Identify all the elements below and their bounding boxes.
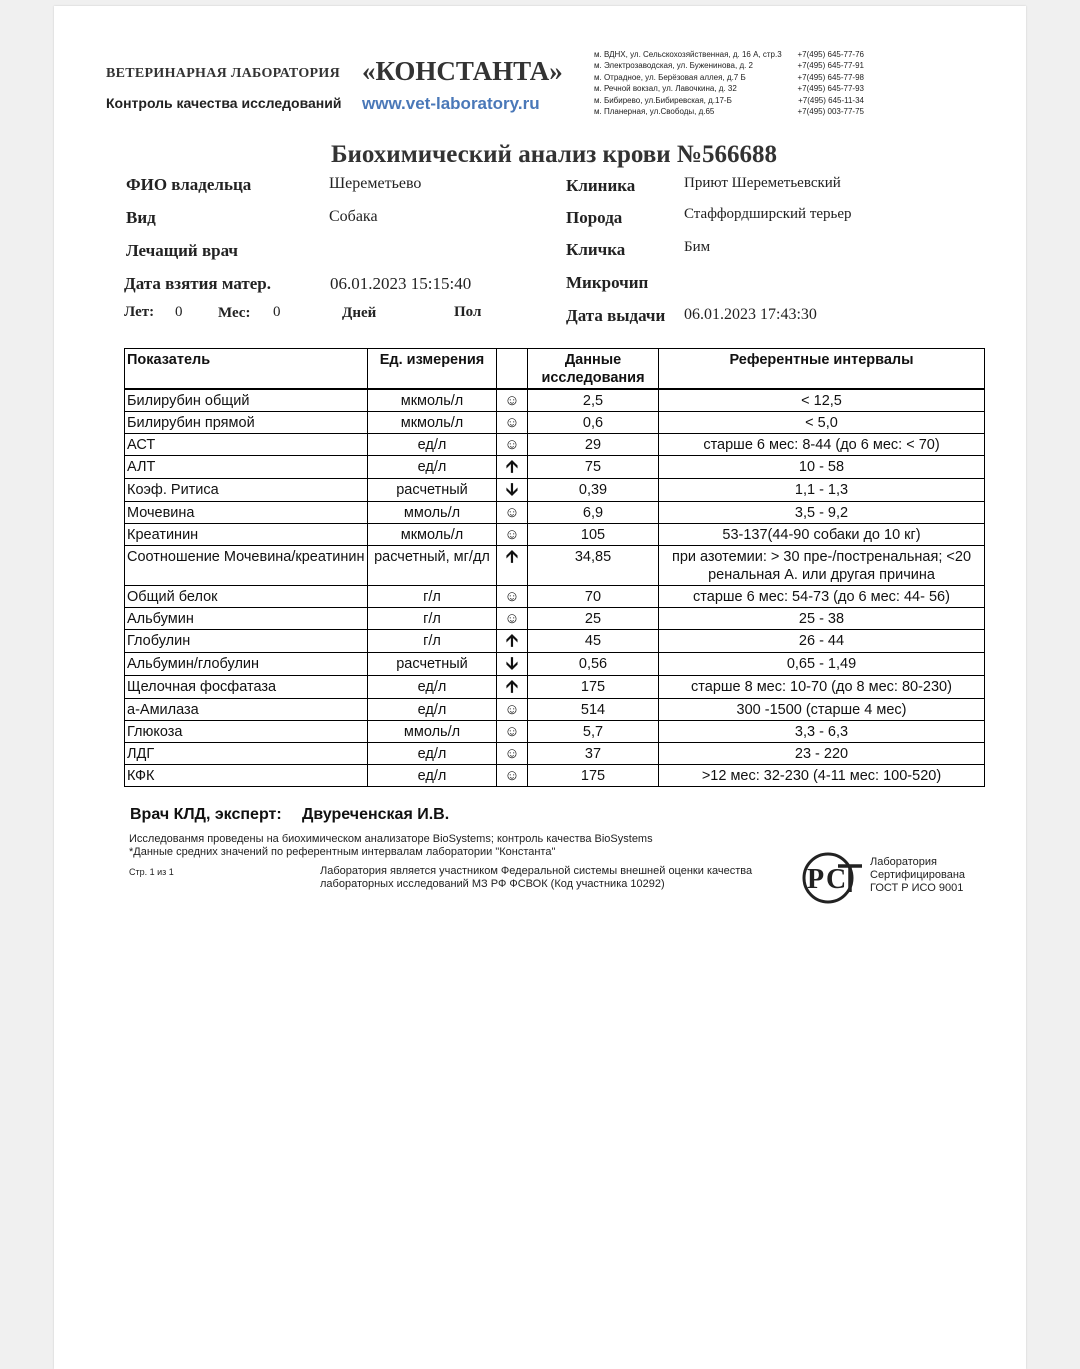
- header-flag: [497, 349, 528, 390]
- arrow-up-icon: 🡩: [505, 631, 519, 650]
- indicator-cell: Глюкоза: [125, 721, 368, 743]
- result-cell: 45: [528, 630, 659, 653]
- flag-cell: [497, 765, 528, 787]
- nickname-value: Бим: [684, 239, 711, 255]
- address-row: м. Планерная, ул.Свободы, д.65 +7(495) 003-77-75: [594, 107, 864, 117]
- indicator-cell: Коэф. Ритиса: [125, 479, 368, 502]
- flag-cell: [497, 721, 528, 743]
- report-page: [54, 6, 1026, 1369]
- reference-cell: 0,65 - 1,49: [659, 653, 985, 676]
- flag-cell: [497, 586, 528, 608]
- reference-cell: старше 6 мес: 8-44 (до 6 мес: < 70): [659, 434, 985, 456]
- results-table: [124, 348, 985, 787]
- table-row: [125, 456, 985, 479]
- smiley-icon: ☺: [504, 588, 520, 605]
- reference-cell: 53-137(44-90 собаки до 10 кг): [659, 524, 985, 546]
- results-body: [125, 389, 985, 787]
- unit-cell: ммоль/л: [368, 502, 497, 524]
- result-cell: 37: [528, 743, 659, 765]
- svg-text:С: С: [826, 864, 847, 895]
- result-cell: 105: [528, 524, 659, 546]
- certification-text: [870, 856, 965, 895]
- smiley-icon: ☺: [504, 723, 520, 740]
- arrow-up-icon: 🡩: [505, 457, 519, 476]
- indicator-cell: Креатинин: [125, 524, 368, 546]
- smiley-icon: ☺: [504, 392, 520, 409]
- header-reference: Референтные интервалы: [659, 349, 985, 390]
- flag-cell: [497, 546, 528, 586]
- address-row: м. Отрадное, ул. Берёзовая аллея, д.7 Б +7(495) 645-77-98: [594, 72, 864, 82]
- address-row: м. ВДНХ, ул. Сельскохозяйственная, д. 16 А, стр.3 +7(495) 645-77-76: [594, 50, 864, 59]
- result-cell: 6,9: [528, 502, 659, 524]
- years-label: Лет:: [124, 304, 155, 320]
- table-row: [125, 765, 985, 787]
- unit-cell: ед/л: [368, 765, 497, 787]
- header-indicator: Показатель: [125, 349, 368, 390]
- indicator-cell: АСТ: [125, 434, 368, 456]
- owner-label: ФИО владельца: [126, 175, 252, 194]
- smiley-icon: ☺: [504, 504, 520, 521]
- issue-date-value: 06.01.2023 17:43:30: [684, 306, 817, 323]
- reference-cell: старше 6 мес: 54-73 (до 6 мес: 44- 56): [659, 586, 985, 608]
- indicator-cell: Щелочная фосфатаза: [125, 676, 368, 699]
- reference-cell: старше 8 мес: 10-70 (до 8 мес: 80-230): [659, 676, 985, 699]
- table-row: [125, 699, 985, 721]
- lab-brand: «КОНСТАНТА»: [362, 56, 563, 86]
- expert-label: Врач КЛД, эксперт:: [130, 806, 282, 823]
- reference-cell: 3,5 - 9,2: [659, 502, 985, 524]
- unit-cell: ммоль/л: [368, 721, 497, 743]
- reference-cell: >12 мес: 32-230 (4-11 мес: 100-520): [659, 765, 985, 787]
- flag-cell: [497, 479, 528, 502]
- years-value: 0: [175, 304, 183, 320]
- smiley-icon: ☺: [504, 745, 520, 762]
- reference-cell: 300 -1500 (старше 4 мес): [659, 699, 985, 721]
- flag-cell: [497, 412, 528, 434]
- address-row: м. Речной вокзал, ул. Лавочкина, д. 32 +7(495) 645-77-93: [594, 84, 864, 94]
- unit-cell: расчетный: [368, 479, 497, 502]
- indicator-cell: Билирубин общий: [125, 389, 368, 412]
- days-label: Дней: [342, 305, 377, 321]
- rst-certification-icon: [802, 852, 864, 904]
- indicator-cell: Глобулин: [125, 630, 368, 653]
- cert-line: Лаборатория: [870, 856, 937, 868]
- lab-subtitle: Контроль качества исследований: [106, 95, 342, 111]
- reference-cell: 3,3 - 6,3: [659, 721, 985, 743]
- reference-cell: < 5,0: [659, 412, 985, 434]
- smiley-icon: ☺: [504, 610, 520, 627]
- nickname-label: Кличка: [566, 240, 626, 259]
- result-cell: 0,39: [528, 479, 659, 502]
- reference-cell: 1,1 - 1,3: [659, 479, 985, 502]
- smiley-icon: ☺: [504, 414, 520, 431]
- table-row: [125, 479, 985, 502]
- result-cell: 70: [528, 586, 659, 608]
- sex-label: Пол: [454, 304, 482, 320]
- result-cell: 34,85: [528, 546, 659, 586]
- indicator-cell: а-Амилаза: [125, 699, 368, 721]
- result-cell: 514: [528, 699, 659, 721]
- flag-cell: [497, 434, 528, 456]
- result-cell: 5,7: [528, 721, 659, 743]
- months-label: Мес:: [218, 305, 251, 321]
- flag-cell: [497, 608, 528, 630]
- note-line: лабораторных исследований МЗ РФ ФСВОК (Код участника 10292): [320, 878, 665, 890]
- header-unit: Ед. измерения: [368, 349, 497, 390]
- table-row: [125, 630, 985, 653]
- svg-text:Р: Р: [807, 864, 825, 895]
- address-list: [594, 49, 864, 117]
- table-header-row: [125, 349, 985, 390]
- flag-cell: [497, 502, 528, 524]
- unit-cell: мкмоль/л: [368, 524, 497, 546]
- indicator-cell: ЛДГ: [125, 743, 368, 765]
- unit-cell: ед/л: [368, 699, 497, 721]
- unit-cell: расчетный, мг/дл: [368, 546, 497, 586]
- smiley-icon: ☺: [504, 436, 520, 453]
- clinic-value: Приют Шереметьевский: [684, 175, 841, 191]
- indicator-cell: Альбумин: [125, 608, 368, 630]
- smiley-icon: ☺: [504, 526, 520, 543]
- table-row: [125, 608, 985, 630]
- page-number: Стр. 1 из 1: [129, 867, 174, 877]
- indicator-cell: Билирубин прямой: [125, 412, 368, 434]
- table-row: [125, 434, 985, 456]
- note-line: Лаборатория является участником Федеральной системы внешней оценки качества: [320, 865, 753, 877]
- report-title: Биохимический анализ крови №566688: [330, 141, 778, 168]
- cert-line: Сертифицирована: [870, 869, 966, 881]
- smiley-icon: ☺: [504, 767, 520, 784]
- arrow-up-icon: 🡩: [505, 547, 519, 566]
- indicator-cell: Общий белок: [125, 586, 368, 608]
- reference-cell: при азотемии: > 30 пре-/постренальная; <20 ренальная А. или другая причина: [659, 546, 985, 586]
- result-cell: 25: [528, 608, 659, 630]
- table-row: [125, 546, 985, 586]
- unit-cell: г/л: [368, 586, 497, 608]
- arrow-up-icon: 🡩: [505, 677, 519, 696]
- unit-cell: ед/л: [368, 743, 497, 765]
- unit-cell: ед/л: [368, 456, 497, 479]
- header-result: Данные исследования: [528, 349, 659, 390]
- table-row: [125, 389, 985, 412]
- note-line: *Данные средних значений по референтным интервалам лаборатории "Константа": [129, 846, 556, 858]
- result-cell: 29: [528, 434, 659, 456]
- unit-cell: мкмоль/л: [368, 412, 497, 434]
- reference-cell: 23 - 220: [659, 743, 985, 765]
- months-value: 0: [273, 304, 281, 320]
- unit-cell: г/л: [368, 630, 497, 653]
- clinic-label: Клиника: [566, 176, 636, 195]
- breed-label: Порода: [566, 208, 623, 227]
- unit-cell: ед/л: [368, 676, 497, 699]
- species-label: Вид: [126, 208, 156, 227]
- lab-website[interactable]: www.vet-laboratory.ru: [362, 94, 540, 113]
- reference-cell: < 12,5: [659, 389, 985, 412]
- note-line: Исследованмя проведены на биохимическом анализаторе BioSystems; контроль качества BioSystems: [129, 833, 653, 845]
- unit-cell: г/л: [368, 608, 497, 630]
- cert-line: ГОСТ Р ИСО 9001: [870, 882, 964, 894]
- result-cell: 175: [528, 765, 659, 787]
- lab-name: ВЕТЕРИНАРНАЯ ЛАБОРАТОРИЯ: [106, 66, 340, 81]
- microchip-label: Микрочип: [566, 273, 649, 292]
- flag-cell: [497, 456, 528, 479]
- table-row: [125, 721, 985, 743]
- table-row: [125, 676, 985, 699]
- fsvok-note: [320, 865, 752, 891]
- table-row: [125, 524, 985, 546]
- indicator-cell: Соотношение Мочевина/креатинин: [125, 546, 368, 586]
- table-row: [125, 586, 985, 608]
- smiley-icon: ☺: [504, 701, 520, 718]
- expert-name: Двуреченская И.В.: [302, 806, 450, 823]
- flag-cell: [497, 699, 528, 721]
- unit-cell: расчетный: [368, 653, 497, 676]
- species-value: Собака: [329, 208, 378, 225]
- date-taken-value: 06.01.2023 15:15:40: [330, 274, 472, 293]
- issue-date-label: Дата выдачи: [566, 306, 666, 325]
- unit-cell: ед/л: [368, 434, 497, 456]
- flag-cell: [497, 389, 528, 412]
- flag-cell: [497, 743, 528, 765]
- result-cell: 0,6: [528, 412, 659, 434]
- reference-cell: 25 - 38: [659, 608, 985, 630]
- unit-cell: мкмоль/л: [368, 389, 497, 412]
- flag-cell: [497, 653, 528, 676]
- owner-value: Шереметьево: [329, 175, 422, 192]
- reference-cell: 10 - 58: [659, 456, 985, 479]
- date-taken-label: Дата взятия матер.: [124, 274, 271, 293]
- arrow-down-icon: 🡫: [505, 654, 519, 673]
- reference-cell: 26 - 44: [659, 630, 985, 653]
- result-cell: 75: [528, 456, 659, 479]
- indicator-cell: Мочевина: [125, 502, 368, 524]
- table-row: [125, 412, 985, 434]
- flag-cell: [497, 676, 528, 699]
- indicator-cell: КФК: [125, 765, 368, 787]
- table-row: [125, 653, 985, 676]
- arrow-down-icon: 🡫: [505, 480, 519, 499]
- result-cell: 175: [528, 676, 659, 699]
- table-row: [125, 502, 985, 524]
- flag-cell: [497, 630, 528, 653]
- flag-cell: [497, 524, 528, 546]
- address-row: м. Бибирево, ул.Бибиревская, д.17-Б +7(495) 645-11-34: [594, 95, 864, 105]
- breed-value: Стаффордширский терьер: [684, 206, 852, 222]
- result-cell: 2,5: [528, 389, 659, 412]
- result-cell: 0,56: [528, 653, 659, 676]
- indicator-cell: Альбумин/глобулин: [125, 653, 368, 676]
- analyzer-note: [129, 833, 653, 859]
- table-row: [125, 743, 985, 765]
- doctor-label: Лечащий врач: [126, 241, 238, 260]
- address-row: м. Электрозаводская, ул. Буженинова, д. 2 +7(495) 645-77-91: [594, 61, 864, 71]
- indicator-cell: АЛТ: [125, 456, 368, 479]
